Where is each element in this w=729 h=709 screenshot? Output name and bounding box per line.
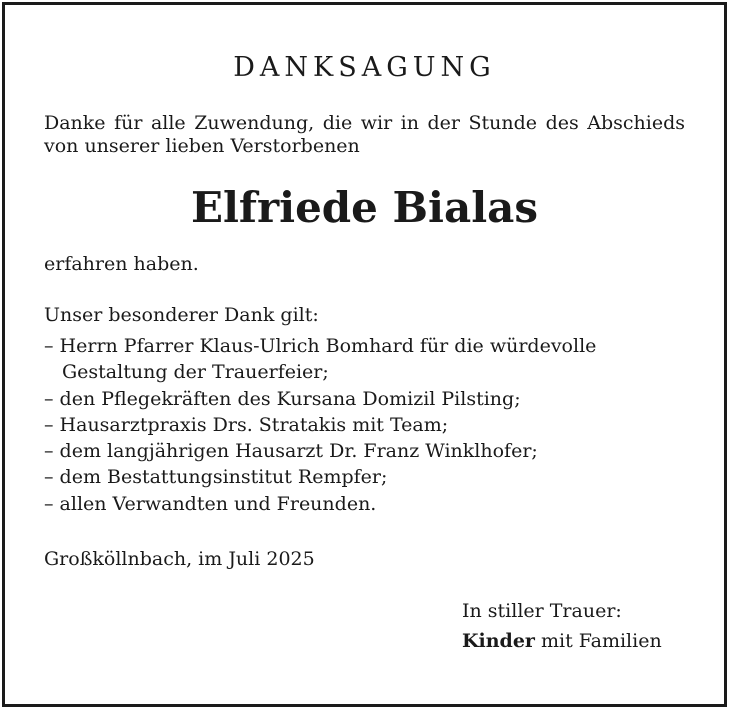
- thanks-item: – den Pflegekräften des Kursana Domizil Pilsting;: [44, 386, 685, 412]
- thanks-item: – allen Verwandten und Freunden.: [44, 491, 685, 517]
- signature-kinder: Kinder: [462, 630, 535, 652]
- intro-text: Danke für alle Zuwendung, die wir in der Stunde des Abschieds von unserer lieben Verstorbenen: [44, 112, 685, 157]
- thanks-item: – Herrn Pfarrer Klaus-Ulrich Bomhard für die würdevolle Gestaltung der Trauerfeier;: [44, 333, 685, 386]
- signature-block: [462, 596, 662, 656]
- signature-line-1: In stiller Trauer:: [462, 600, 622, 622]
- deceased-name: Elfriede Bialas: [190, 183, 539, 232]
- after-name-text: erfahren haben.: [44, 253, 199, 275]
- thanks-item: – Hausarztpraxis Drs. Stratakis mit Team;: [44, 412, 685, 438]
- thanks-list: [44, 333, 685, 517]
- notice-heading: DANKSAGUNG: [233, 52, 496, 83]
- signature-families: mit Familien: [534, 630, 662, 652]
- place-date: Großköllnbach, im Juli 2025: [44, 548, 315, 570]
- thanks-item: – dem langjährigen Hausarzt Dr. Franz Winklhofer;: [44, 438, 685, 464]
- thanks-intro: Unser besonderer Dank gilt:: [44, 304, 319, 326]
- signature-line-2: [462, 626, 662, 656]
- thanks-item: – dem Bestattungsinstitut Rempfer;: [44, 464, 685, 490]
